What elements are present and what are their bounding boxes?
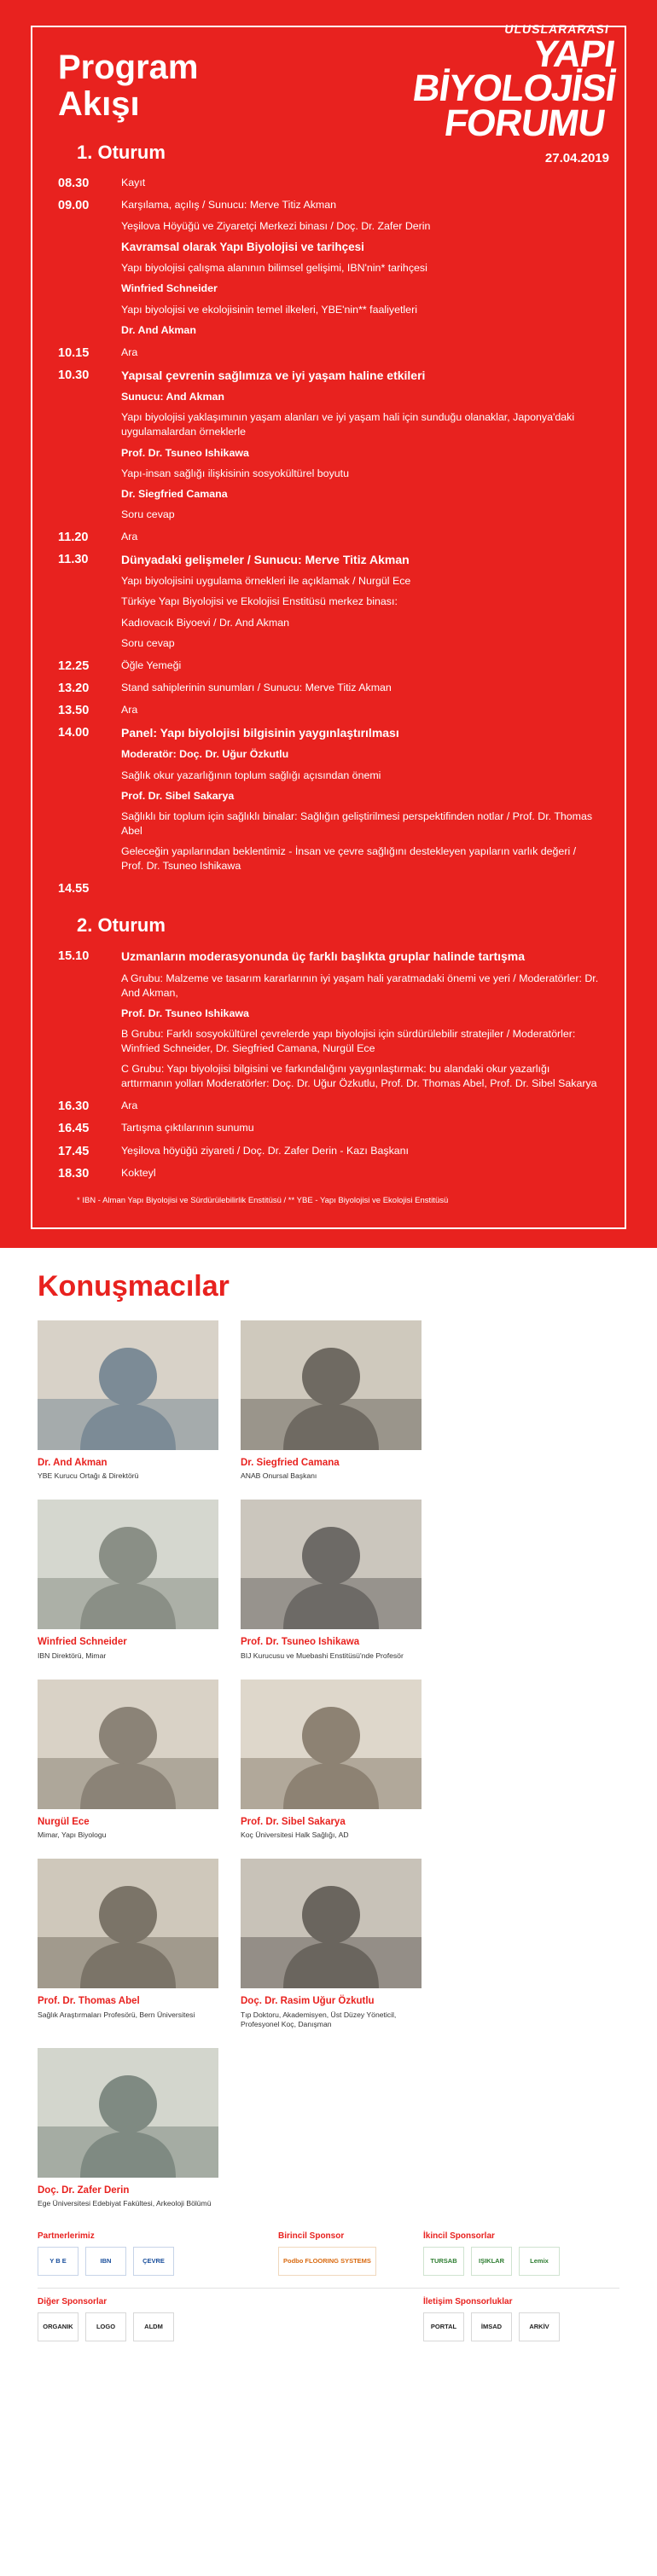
main-sponsor-label: Birincil Sponsor <box>278 2231 345 2241</box>
speaker-role: Koç Üniversitesi Halk Sağlığı, AD <box>241 1830 349 1840</box>
program-time: 14.00 <box>58 726 90 740</box>
program-row <box>58 1166 599 1181</box>
program-row <box>58 881 599 896</box>
program-detail-main: Kokteyl <box>121 1166 156 1179</box>
program-detail-sub: B Grubu: Farklı sosyokültürel çevrelerde yapı biyolojisi için sürdürülebilir stratejiler / Moderatörler: Winfried Schneider, Dr. Siegfried Camana, Nurgül Ece <box>121 1027 576 1054</box>
program-row <box>58 949 599 1091</box>
sponsors-section <box>0 2218 657 2376</box>
program-detail-main: Stand sahiplerinin sunumları / Sunucu: Merve Titiz Akman <box>121 681 392 693</box>
speaker-photo <box>38 1680 218 1809</box>
program-time: 17.45 <box>58 1144 90 1158</box>
program-time: 10.30 <box>58 368 90 382</box>
sponsor-logo[interactable]: Y B E <box>38 2247 78 2276</box>
logo-wordmark <box>405 33 619 144</box>
program-detail-sub: Dr. And Akman <box>121 323 196 336</box>
program-detail-sub: Prof. Dr. Tsuneo Ishikawa <box>121 1007 249 1019</box>
sponsor-logo[interactable]: İMSAD <box>471 2312 512 2341</box>
program-row <box>58 552 599 651</box>
program-row <box>58 198 599 337</box>
speakers-section <box>0 1248 657 2218</box>
program-time: 16.45 <box>58 1122 90 1136</box>
program-detail <box>118 1121 599 1135</box>
program-detail-sub: Sunucu: And Akman <box>121 391 224 403</box>
program-row <box>58 1121 599 1135</box>
program-detail-sub: Kavramsal olarak Yapı Biyolojisi ve tarihçesi <box>121 240 364 253</box>
program-detail-sub: Prof. Dr. Tsuneo Ishikawa <box>121 446 249 459</box>
program-row <box>58 176 599 190</box>
program-detail-sub: Yapı biyolojisini uygulama örnekleri ile açıklamak / Nurgül Ece <box>121 575 411 588</box>
speaker-photo <box>38 1320 218 1450</box>
program-time: 15.10 <box>58 949 90 964</box>
program-row <box>58 1099 599 1113</box>
program-detail-sub: Soru cevap <box>121 508 175 520</box>
program-detail-main: Ara <box>121 345 138 358</box>
program-detail <box>118 198 599 337</box>
program-detail-sub: Winfried Schneider <box>121 282 218 295</box>
program-row <box>58 530 599 544</box>
program-time: 13.50 <box>58 704 90 718</box>
sponsor-row-secondary <box>38 2297 619 2341</box>
speaker-name: Nurgül Ece <box>38 1816 90 1827</box>
program-row <box>58 1144 599 1158</box>
program-title-line2: Akışı <box>58 85 140 124</box>
program-detail <box>118 1099 599 1113</box>
program-time: 08.30 <box>58 177 90 191</box>
program-detail-main: Ara <box>121 530 138 542</box>
speaker-card <box>241 1500 422 1661</box>
program-detail-main: Tartışma çıktılarının sunumu <box>121 1122 254 1134</box>
program-detail-main: Kayıt <box>121 177 146 189</box>
program-row <box>58 681 599 695</box>
program-row <box>58 659 599 673</box>
speaker-card <box>241 1859 422 2029</box>
speakers-grid <box>38 1320 619 2209</box>
speaker-name: Prof. Dr. Tsuneo Ishikawa <box>241 1637 360 1648</box>
program-detail-main: Uzmanların moderasyonunda üç farklı başlıkta gruplar halinde tartışma <box>121 949 526 964</box>
program-detail-sub: Dr. Siegfried Camana <box>121 487 228 500</box>
program-detail-sub: Kadıovacık Biyoevi / Dr. And Akman <box>121 616 289 629</box>
program-detail <box>118 681 599 695</box>
speaker-photo <box>241 1680 422 1809</box>
program-detail-sub: Prof. Dr. Sibel Sakarya <box>121 789 235 802</box>
sponsor-logo[interactable]: ORGANIK <box>38 2312 78 2341</box>
program-detail <box>118 552 599 651</box>
program-detail-sub: Yapı-insan sağlığı ilişkisinin sosyokültürel boyutu <box>121 467 349 479</box>
speaker-role: ANAB Onursal Başkanı <box>241 1471 317 1481</box>
program-time: 11.30 <box>58 553 89 567</box>
program-time: 09.00 <box>58 199 90 213</box>
main-sponsor-logos <box>278 2247 406 2276</box>
speaker-card <box>38 1680 218 1841</box>
program-detail-sub: C Grubu: Yapı biyolojisi bilgisini ve farkındalığını yaygınlaştırmak: bu alandaki okur yazarlığı arttırmanın yolları Moderatörler: Doç. Dr. Uğur Özkutlu, Prof. Dr. Thomas Abel, Prof. Dr. Sibel Sakarya <box>121 1063 597 1090</box>
speaker-name: Prof. Dr. Sibel Sakarya <box>241 1816 346 1827</box>
session-1-rows <box>58 176 599 896</box>
speaker-name: Prof. Dr. Thomas Abel <box>38 1996 140 2007</box>
logo-top-line: ULUSLARARASI <box>503 22 611 36</box>
program-detail-sub: Yapı biyolojisi yaklaşımının yaşam alanları ve iyi yaşam hali için sunduğu olanaklar, Japonya'daki uygulamalardan örneklerle <box>121 411 575 438</box>
sponsor-row-primary <box>38 2231 619 2276</box>
program-detail <box>118 176 599 190</box>
second-sponsor-col <box>423 2231 619 2276</box>
program-detail <box>118 368 599 522</box>
speaker-role: Mimar, Yapı Biyologu <box>38 1830 107 1840</box>
program-detail-sub: Soru cevap <box>121 636 175 649</box>
program-detail-main: Ara <box>121 1099 138 1112</box>
program-detail-sub: Sağlık okur yazarlığının toplum sağlığı açısından önemi <box>121 769 381 781</box>
speaker-name: Dr. And Akman <box>38 1457 108 1468</box>
media-sponsor-logos <box>423 2312 619 2341</box>
speaker-role: IBN Direktörü, Mimar <box>38 1651 107 1660</box>
program-row <box>58 368 599 522</box>
sponsor-logo[interactable]: PORTAL <box>423 2312 464 2341</box>
session-1-heading: 1. Oturum <box>77 142 166 164</box>
sponsor-logo[interactable]: IŞIKLAR <box>471 2247 512 2276</box>
program-time: 13.20 <box>58 681 90 695</box>
speaker-role: Sağlık Araştırmaları Profesörü, Bern Üniversitesi <box>38 2010 195 2019</box>
speaker-card <box>38 1320 218 1482</box>
program-detail-main: Karşılama, açılış / Sunucu: Merve Titiz Akman <box>121 199 337 212</box>
program-detail-main: Öğle Yemeği <box>121 659 182 671</box>
sponsor-logo[interactable]: ÇEVRE <box>133 2247 174 2276</box>
speaker-role: Tıp Doktoru, Akademisyen, Üst Düzey Yöneticil, Profesyonel Koç, Danışman <box>241 2010 397 2028</box>
program-detail <box>118 703 599 717</box>
partners-logos <box>38 2247 261 2276</box>
program-frame <box>31 22 626 1229</box>
program-detail-main: Yeşilova höyüğü ziyareti / Doç. Dr. Zafer Derin - Kazı Başkanı <box>121 1144 409 1157</box>
sponsor-logo[interactable]: Podbo FLOORING SYSTEMS <box>278 2247 376 2276</box>
program-time: 14.55 <box>58 882 90 896</box>
program-row <box>58 725 599 873</box>
program-detail <box>118 725 599 873</box>
sponsor-logo[interactable]: IBN <box>85 2247 126 2276</box>
program-time: 16.30 <box>58 1099 90 1114</box>
media-sponsor-label: İletişim Sponsorluklar <box>423 2296 513 2306</box>
speakers-heading: Konuşmacılar <box>38 1269 230 1303</box>
speaker-photo <box>38 1859 218 1988</box>
program-detail-sub: A Grubu: Malzeme ve tasarım kararlarının iyi yaşam hali yaratmadaki önemi ve yeri / Moderatörler: Dr. And Akman, <box>121 972 599 999</box>
program-detail-main: Dünyadaki gelişmeler / Sunucu: Merve Titiz Akman <box>121 553 410 567</box>
main-sponsor-col <box>278 2231 406 2276</box>
logo-line-3: FORUMU <box>441 102 608 144</box>
program-time: 12.25 <box>58 659 90 673</box>
program-detail-sub: Yapı biyolojisi ve ekolojisinin temel ilkeleri, YBE'nin** faaliyetleri <box>121 303 417 316</box>
speaker-card <box>38 2048 218 2209</box>
speaker-name: Doç. Dr. Rasim Uğur Özkutlu <box>241 1996 375 2007</box>
other-sponsor-logos <box>38 2312 406 2341</box>
program-time: 11.20 <box>58 530 89 544</box>
logo-line-2: BİYOLOJİSİ <box>410 67 619 110</box>
program-detail <box>118 949 599 1091</box>
second-sponsor-label: İkincil Sponsorlar <box>423 2231 495 2241</box>
program-detail-sub: Türkiye Yapı Biyolojisi ve Ekolojisi Enstitüsü merkez binası: <box>121 595 398 608</box>
program-detail-sub: Yapı biyolojisi çalışma alanının bilimsel gelişimi, IBN'nin* tarihçesi <box>121 262 427 275</box>
program-title-line1: Program <box>58 49 199 86</box>
speaker-card <box>241 1320 422 1482</box>
session-2-heading: 2. Oturum <box>77 914 166 937</box>
speaker-role: Ege Üniversitesi Edebiyat Fakültesi, Arkeoloji Bölümü <box>38 2199 212 2208</box>
sponsor-logo[interactable]: TURSAB <box>423 2247 464 2276</box>
speaker-photo <box>241 1859 422 1988</box>
session-2-rows <box>58 949 599 1181</box>
sponsor-logo[interactable]: ARKİV <box>519 2312 560 2341</box>
speaker-role: YBE Kurucu Ortağı & Direktörü <box>38 1471 139 1481</box>
other-sponsor-label: Diğer Sponsorlar <box>38 2296 108 2306</box>
program-section <box>0 0 657 1248</box>
program-detail <box>118 530 599 544</box>
speaker-name: Doç. Dr. Zafer Derin <box>38 2185 130 2196</box>
program-time: 10.15 <box>58 345 90 360</box>
program-detail-sub: Sağlıklı bir toplum için sağlıklı binalar: Sağlığın geliştirilmesi perspektifinden notlar / Prof. Dr. Thomas Abel <box>121 809 593 837</box>
speaker-name: Winfried Schneider <box>38 1637 127 1648</box>
speaker-card <box>241 1680 422 1841</box>
second-sponsor-logos <box>423 2247 619 2276</box>
speaker-photo <box>241 1320 422 1450</box>
sponsor-logo[interactable]: Lemix <box>519 2247 560 2276</box>
program-row <box>58 703 599 717</box>
sponsor-logo[interactable]: LOGO <box>85 2312 126 2341</box>
speaker-name: Dr. Siegfried Camana <box>241 1457 340 1468</box>
program-footnote: * IBN - Alman Yapı Biyolojisi ve Sürdürülebilirlik Enstitüsü / ** YBE - Yapı Biyolojisi ve Ekolojisi Enstitüsü <box>77 1195 449 1205</box>
speaker-card <box>38 1859 218 2029</box>
program-detail-sub: Geleceğin yapılarından beklentimiz - İnsan ve çevre sağlığını destekleyen yapıların varlık değeri / Prof. Dr. Tsuneo Ishikawa <box>121 845 577 873</box>
logo-line-1: YAPI <box>530 33 618 75</box>
event-date: 27.04.2019 <box>544 151 609 166</box>
program-detail-main: Ara <box>121 704 138 717</box>
partners-col <box>38 2231 261 2276</box>
program-time: 18.30 <box>58 1166 90 1181</box>
program-detail <box>118 1144 599 1158</box>
speaker-photo <box>241 1500 422 1629</box>
speaker-role: BIJ Kurucusu ve Muebashi Enstitüsü'nde Profesör <box>241 1651 404 1660</box>
program-detail-sub: Yeşilova Höyüğü ve Ziyaretçi Merkezi binası / Doç. Dr. Zafer Derin <box>121 219 431 232</box>
speaker-photo <box>38 1500 218 1629</box>
program-detail-main: Panel: Yapı biyolojisi bilgisinin yaygınlaştırılması <box>121 726 399 740</box>
program-detail-main: Yapısal çevrenin sağlımıza ve iyi yaşam haline etkileri <box>121 368 426 382</box>
program-detail <box>118 659 599 673</box>
program-detail <box>118 345 599 360</box>
other-sponsor-col <box>38 2297 406 2341</box>
program-row <box>58 345 599 360</box>
sponsor-divider <box>38 2288 619 2289</box>
media-sponsor-col <box>423 2297 619 2341</box>
program-detail <box>118 1166 599 1181</box>
sponsor-logo[interactable]: ALDM <box>133 2312 174 2341</box>
speaker-photo <box>38 2048 218 2178</box>
speaker-card <box>38 1500 218 1661</box>
partners-label: Partnerlerimiz <box>38 2231 95 2241</box>
program-detail-sub: Moderatör: Doç. Dr. Uğur Özkutlu <box>121 748 289 761</box>
event-logo <box>410 22 619 166</box>
